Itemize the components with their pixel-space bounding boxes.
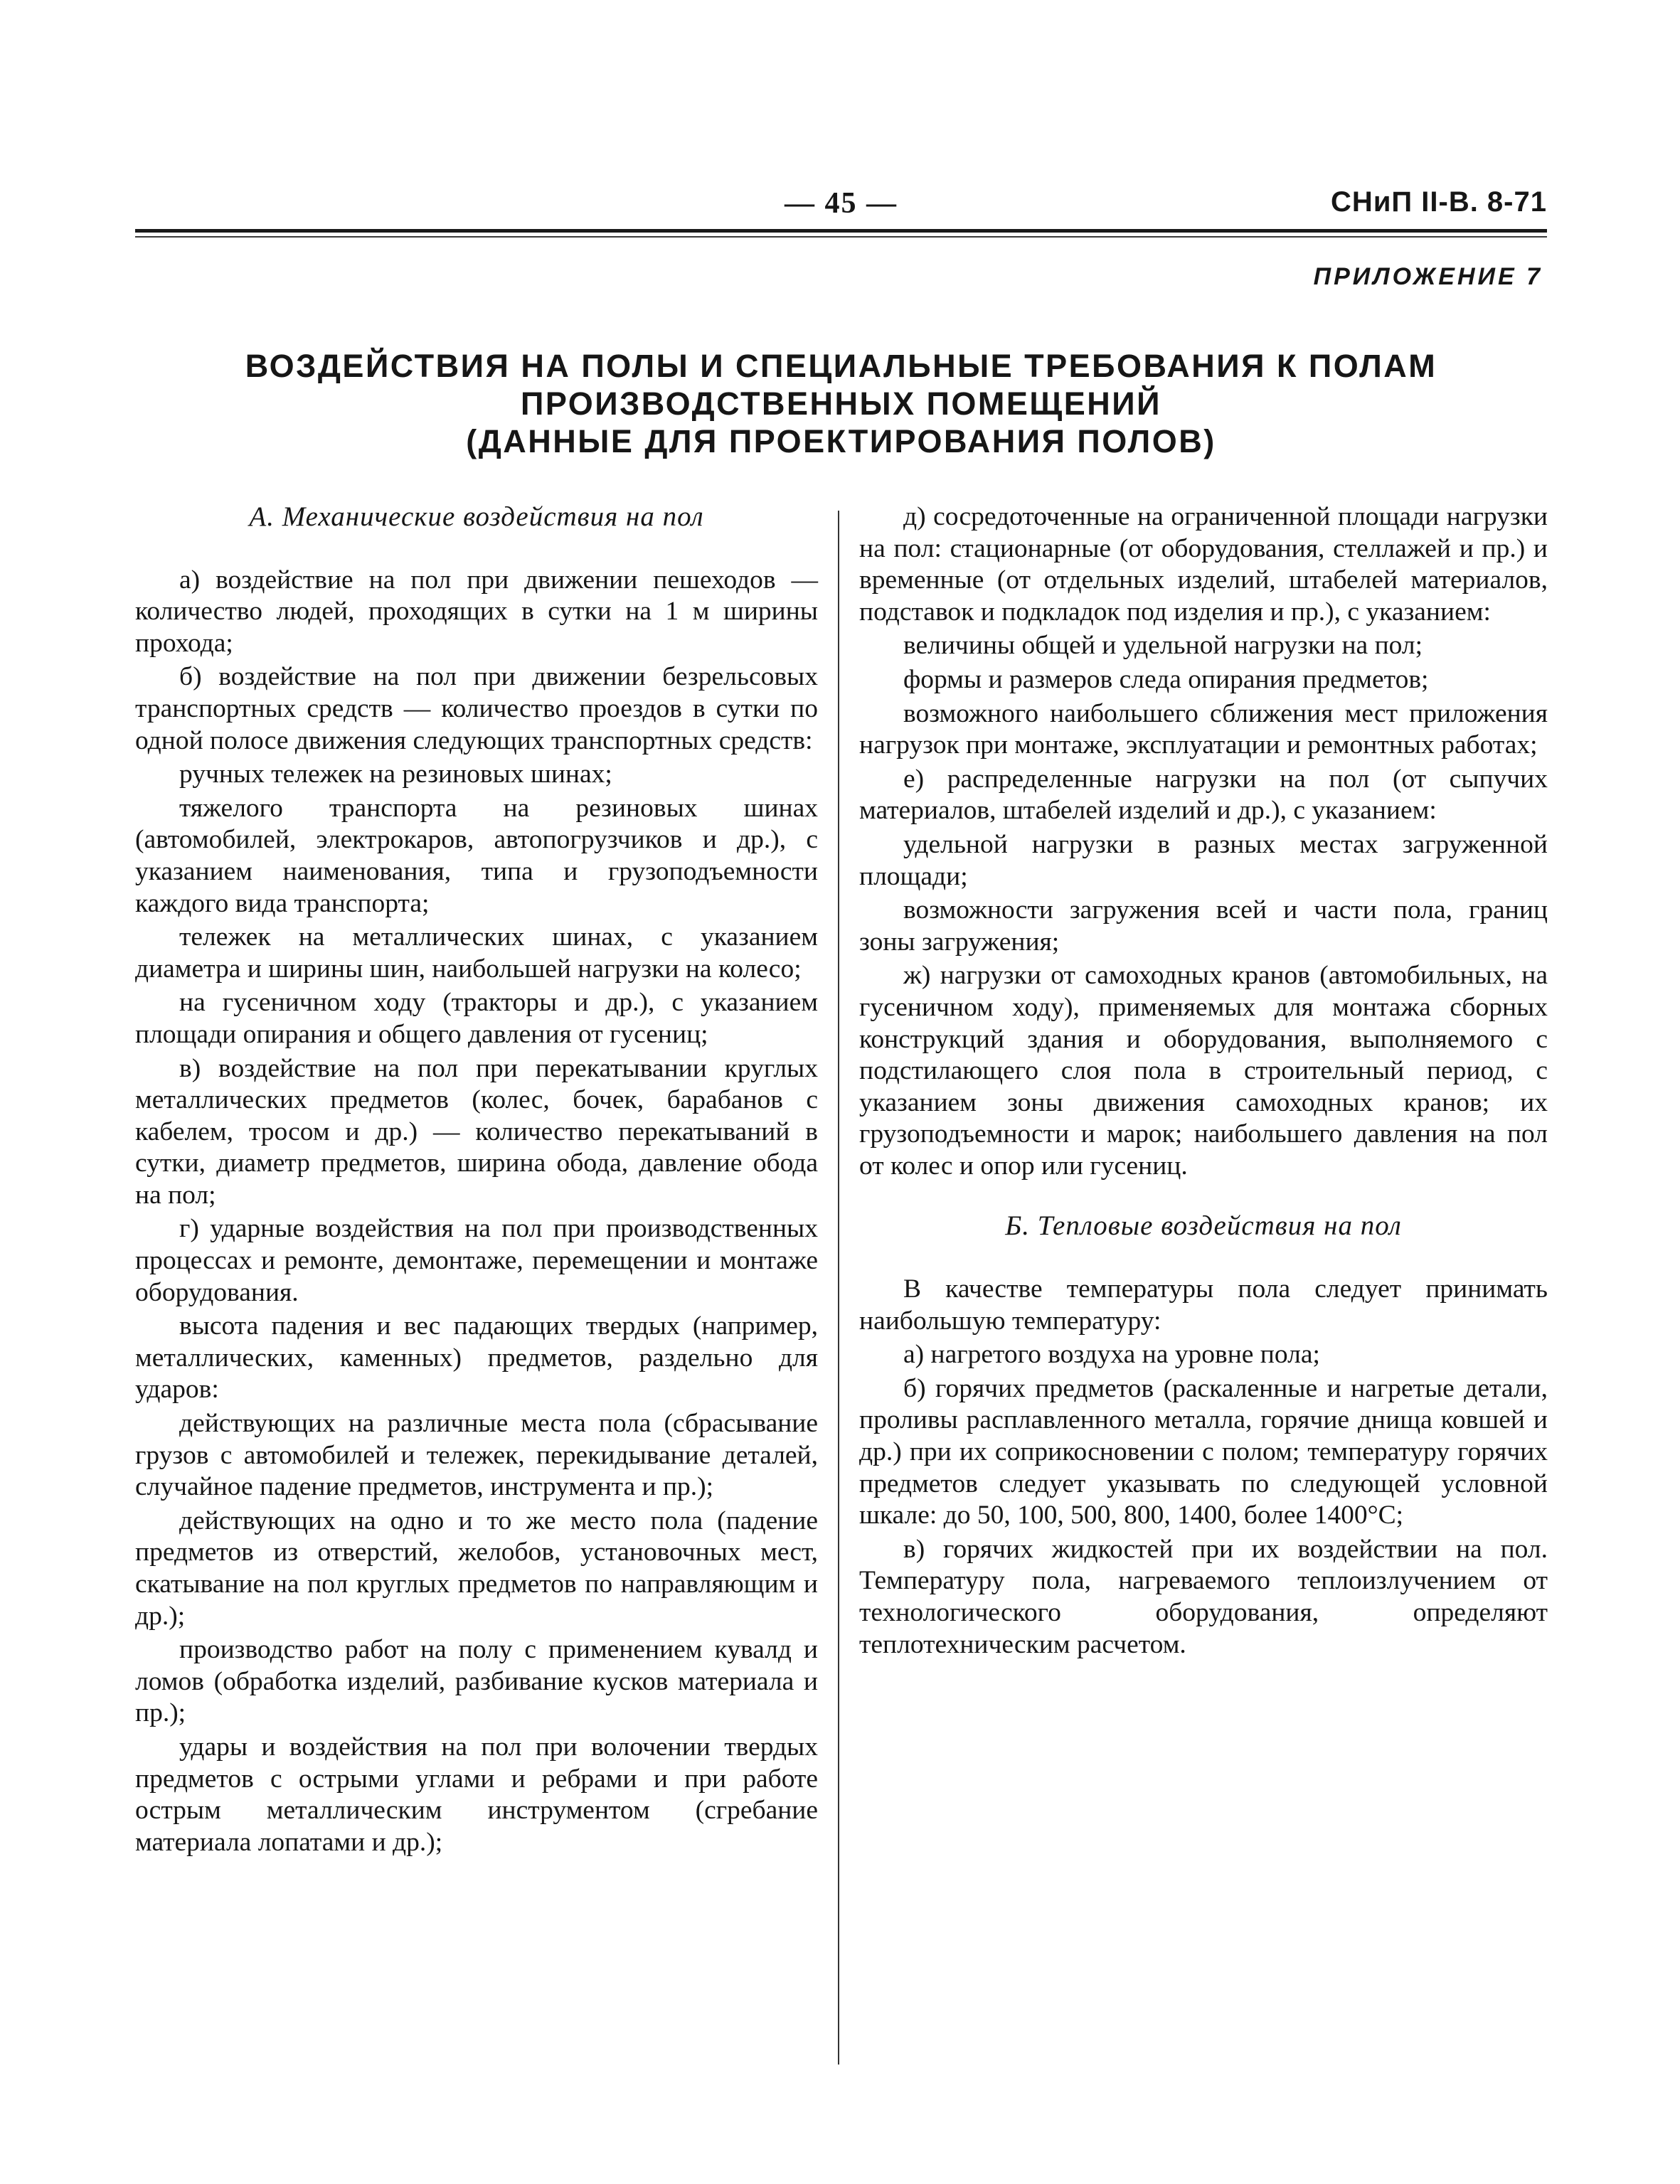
title-line: (ДАННЫЕ ДЛЯ ПРОЕКТИРОВАНИЯ ПОЛОВ) <box>466 423 1216 459</box>
paragraph: удары и воздействия на пол при волочении твердых предметов с острыми углами и ребрами и при работе острым металлическим инструментом (сгребание материала лопатами и др.); <box>135 1732 818 1857</box>
appendix-label: ПРИЛОЖЕНИЕ 7 <box>1313 263 1543 290</box>
paragraph: удельной нагрузки в разных местах загруженной площади; <box>859 829 1548 891</box>
right-column <box>859 501 1548 1661</box>
section-heading-thermal: Б. Тепловые воздействия на пол <box>1005 1210 1402 1242</box>
document-code: СНиП II-В. 8-71 <box>1331 186 1547 218</box>
paragraph: действующих на различные места пола (сбрасывание грузов с автомобилей и тележек, перекидывание деталей, случайное падение предметов, инструмента и пр.); <box>135 1409 818 1502</box>
paragraph: возможного наибольшего сближения мест приложения нагрузок при монтаже, эксплуатации и ремонтных работах; <box>859 698 1548 760</box>
spacer <box>859 1242 1548 1274</box>
page-number: — 45 — <box>785 187 898 220</box>
title-line: ВОЗДЕЙСТВИЯ НА ПОЛЫ И СПЕЦИАЛЬНЫЕ ТРЕБОВАНИЯ К ПОЛАМ <box>245 348 1437 384</box>
paragraph: б) воздействие на пол при движении безрельсовых транспортных средств — количество проездов в сутки по одной полосе движения следующих транспортных средств: <box>135 662 818 755</box>
paragraph: возможности загружения всей и части пола, границ зоны загружения; <box>859 895 1548 957</box>
paragraph: действующих на одно и то же место пола (падение предметов из отверстий, желобов, установочных мест, скатывание на пол круглых предметов по направляющим и др.); <box>135 1506 818 1631</box>
spacer <box>859 1182 1548 1210</box>
paragraph: в) горячих жидкостей при их воздействии на пол. Температуру пола, нагреваемого теплоизлучением от технологического оборудования, определяют теплотехническим расчетом. <box>859 1534 1548 1659</box>
paragraph: е) распределенные нагрузки на пол (от сыпучих материалов, штабелей изделий и др.), с указанием: <box>859 764 1548 826</box>
paragraph: ручных тележек на резиновых шинах; <box>179 760 612 789</box>
paragraph: в) воздействие на пол при перекатывании круглых металлических предметов (колес, бочек, барабанов с кабелем, тросом и др.) — количество перекатываний в сутки, диаметр предметов, ширина обода, давление обода на пол; <box>135 1053 818 1210</box>
header-rule-thick <box>135 229 1547 233</box>
left-column <box>135 501 818 1858</box>
paragraph: В качестве температуры пола следует принимать наибольшую температуру: <box>859 1274 1548 1336</box>
paragraph: высота падения и вес падающих твердых (например, металлических, каменных) предметов, раздельно для ударов: <box>135 1311 818 1405</box>
paragraph: на гусеничном ходу (тракторы и др.), с указанием площади опирания и общего давления от гусениц; <box>135 988 818 1049</box>
paragraph: а) воздействие на пол при движении пешеходов — количество людей, проходящих в сутки на 1 м ширины прохода; <box>135 565 818 658</box>
paragraph: тележек на металлических шинах, с указанием диаметра и ширины шин, наибольшей нагрузки на колесо; <box>135 922 818 984</box>
document-title <box>135 347 1547 460</box>
paragraph: величины общей и удельной нагрузки на пол; <box>903 631 1423 661</box>
paragraph: тяжелого транспорта на резиновых шинах (автомобилей, электрокаров, автопогрузчиков и др.), с указанием наименования, типа и грузоподъемности каждого вида транспорта; <box>135 793 818 918</box>
page-header <box>135 186 1547 229</box>
column-divider <box>838 511 839 2065</box>
section-heading-mechanical: А. Механические воздействия на пол <box>249 501 704 532</box>
paragraph: г) ударные воздействия на пол при производственных процессах и ремонте, демонтаже, перемещении и монтаже оборудования. <box>135 1214 818 1307</box>
paragraph: а) нагретого воздуха на уровне пола; <box>903 1340 1320 1370</box>
paragraph: производство работ на полу с применением кувалд и ломов (обработка изделий, разбивание кусков материала и пр.); <box>135 1635 818 1728</box>
header-rule-thin <box>135 236 1547 238</box>
paragraph: формы и размеров следа опирания предметов; <box>903 664 1429 694</box>
paragraph: д) сосредоточенные на ограниченной площади нагрузки на пол: стационарные (от оборудования, стеллажей и пр.) и временные (от отдельных изделий, штабелей материалов, подставок и подкладок под изделия и пр.), с указанием: <box>859 502 1548 627</box>
title-line: ПРОИЗВОДСТВЕННЫХ ПОМЕЩЕНИЙ <box>521 385 1161 422</box>
paragraph: ж) нагрузки от самоходных кранов (автомобильных, на гусеничном ходу), применяемых для монтажа сборных конструкций здания и оборудования, выполняемого с подстилающего слоя пола в строительный период, с указанием зоны движения самоходных кранов; их грузоподъемности и марок; наибольшего давления на пол от колес и опор или гусениц. <box>859 961 1548 1181</box>
spacer <box>135 533 818 565</box>
paragraph: б) горячих предметов (раскаленные и нагретые детали, проливы расплавленного металла, горячие днища ковшей и др.) при их соприкосновении с полом; температуру горячих предметов следует указывать по следующей условной шкале: до 50, 100, 500, 800, 1400, более 1400°С; <box>859 1373 1548 1530</box>
